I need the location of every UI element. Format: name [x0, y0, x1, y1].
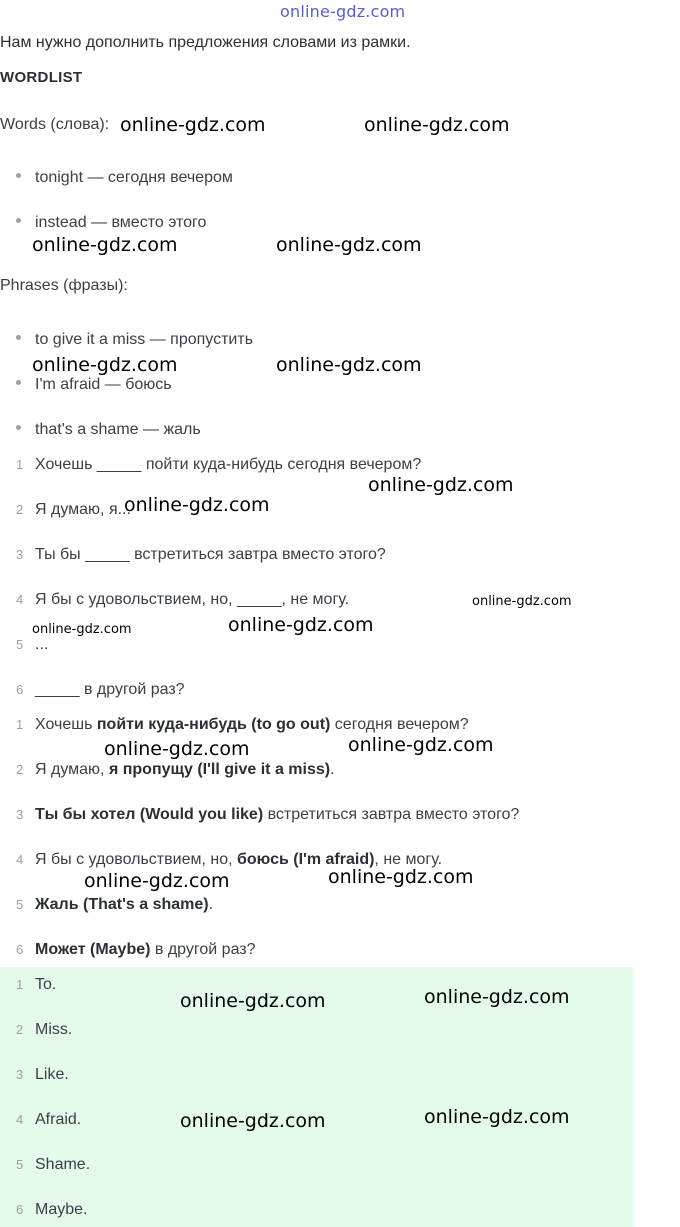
- explanation-item: 4 Я бы с удовольствием, но, боюсь (I'm afraid), не могу.: [16, 851, 443, 868]
- list-item: I'm afraid — боюсь: [16, 376, 172, 394]
- translation-item: 5 ...: [16, 636, 49, 653]
- translation-item: 3 Ты бы _____ встретиться завтра вместо этого?: [16, 546, 386, 563]
- watermark: online-gdz.com: [424, 986, 570, 1008]
- watermark: online-gdz.com: [364, 114, 510, 136]
- watermark: online-gdz.com: [228, 614, 374, 636]
- list-item: instead — вместо этого: [16, 214, 206, 232]
- translation-item: 6 _____ в другой раз?: [16, 681, 185, 698]
- list-item: tonight — сегодня вечером: [16, 169, 233, 187]
- watermark: online-gdz.com: [32, 354, 178, 376]
- explanation-item: 5 Жаль (That's a shame).: [16, 896, 214, 913]
- bullet-icon: [16, 425, 21, 430]
- watermark: online-gdz.com: [84, 870, 230, 892]
- explanation-item: 3 Ты бы хотел (Would you like) встретиться завтра вместо этого?: [16, 806, 520, 823]
- phrases-label: Phrases (фразы):: [0, 277, 128, 294]
- bullet-icon: [16, 380, 21, 385]
- answer-item: 5 Shame.: [16, 1156, 91, 1173]
- answer-item: 4 Afraid.: [16, 1111, 82, 1128]
- watermark: online-gdz.com: [180, 990, 326, 1012]
- watermark: online-gdz.com: [276, 354, 422, 376]
- answer-item: 6 Maybe.: [16, 1201, 88, 1218]
- watermark: online-gdz.com: [180, 1110, 326, 1132]
- translation-item: 4 Я бы с удовольствием, но, _____, не могу.: [16, 591, 350, 608]
- watermark: online-gdz.com: [424, 1106, 570, 1128]
- watermark: online-gdz.com: [120, 114, 266, 136]
- answer-item: 1 To.: [16, 976, 57, 993]
- watermark: online-gdz.com: [328, 866, 474, 888]
- watermark: online-gdz.com: [104, 738, 250, 760]
- words-label: Words (слова):: [0, 116, 110, 133]
- watermark: online-gdz.com: [32, 622, 132, 637]
- watermark: online-gdz.com: [124, 494, 270, 516]
- bullet-icon: [16, 173, 21, 178]
- intro-text: Нам нужно дополнить предложения словами из рамки.: [0, 34, 411, 51]
- list-item: to give it a miss — пропустить: [16, 331, 253, 349]
- explanation-item: 2 Я думаю, я пропущу (I'll give it a miss).: [16, 761, 335, 778]
- wordlist-heading: WORDLIST: [0, 69, 83, 86]
- explanation-item: 6 Может (Maybe) в другой раз?: [16, 941, 256, 958]
- watermark: online-gdz.com: [276, 234, 422, 256]
- watermark: online-gdz.com: [32, 234, 178, 256]
- watermark: online-gdz.com: [472, 594, 572, 609]
- watermark: online-gdz.com: [368, 474, 514, 496]
- bullet-icon: [16, 335, 21, 340]
- watermark: online-gdz.com: [348, 734, 494, 756]
- translation-item: 2 Я думаю, я...: [16, 501, 131, 518]
- answer-item: 3 Like.: [16, 1066, 69, 1083]
- answer-item: 2 Miss.: [16, 1021, 73, 1038]
- list-item: that's a shame — жаль: [16, 421, 201, 439]
- translation-item: 1 Хочешь _____ пойти куда-нибудь сегодня вечером?: [16, 456, 422, 473]
- explanation-item: 1 Хочешь пойти куда-нибудь (to go out) сегодня вечером?: [16, 716, 469, 733]
- header-watermark: online-gdz.com: [280, 2, 406, 21]
- bullet-icon: [16, 218, 21, 223]
